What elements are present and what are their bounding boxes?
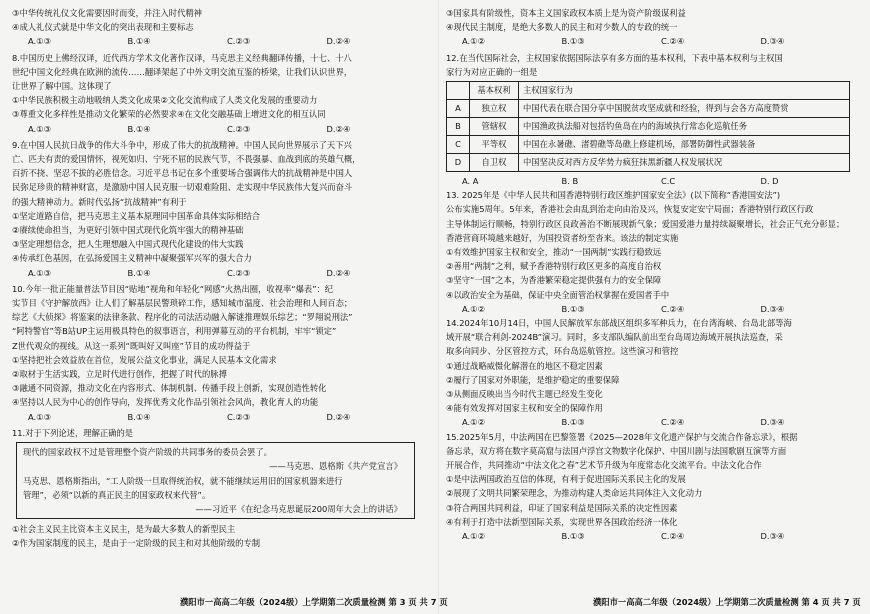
table-row xyxy=(447,100,850,118)
option: A.①③ xyxy=(28,36,52,47)
text-line: ③坚守“一国”之本，为香港繁荣稳定提供强有力的安全保障 xyxy=(446,275,662,286)
page-4-column xyxy=(446,6,860,543)
option: C.②④ xyxy=(661,303,685,314)
text-line: 12.在当代国际社会，主权国家依据国际法享有多方面的基本权利，下表中基本权利与主权国 xyxy=(446,52,783,63)
text-line: 让世界了解中国。这体现了 xyxy=(12,81,112,92)
option: A.①③ xyxy=(28,267,52,278)
option: B.①③ xyxy=(561,531,585,542)
option: C.②③ xyxy=(227,123,251,134)
table-cell: 中国在永暑礁、渚碧礁等岛礁上修建机场，部署防御性武器装备 xyxy=(519,136,850,154)
option: D.②④ xyxy=(326,267,351,278)
text-line: ①坚持把社会效益放在首位，发展公益文化事业，满足人民基本文化需求 xyxy=(12,354,277,365)
text-line: ③符合两国共同利益，印证了国家利益是国际关系的决定性因素 xyxy=(446,502,678,513)
option: A.①② xyxy=(462,417,486,428)
text-line: 亡、匹夫有责的爱国情怀，视死如归、宁死不屈的民族气节，不畏强暴、血战到底的英雄气概， xyxy=(12,154,361,165)
option: B.①③ xyxy=(561,303,585,314)
option: B. B xyxy=(561,176,579,187)
text-line: ①社会主义民主比资本主义民主，是为最大多数人的新型民主 xyxy=(12,524,236,535)
question-9 xyxy=(12,138,426,266)
text-line: 家行为对应正确的一组是 xyxy=(446,66,538,77)
option: A.①② xyxy=(462,531,486,542)
text-line: ③从侧面反映出当今时代主题已经发生变化 xyxy=(446,389,603,400)
quote-source: ——习近平《在纪念马克思诞辰200周年大会上的讲话》 xyxy=(195,503,402,514)
text-line: ①中华民族积极主动地吸纳人类文化成果②文化交流构成了人类文化发展的重要动力 xyxy=(12,95,318,106)
table-cell: 中国代表在联合国分享中国脱贫攻坚成就和经验，得到与会各方高度赞赏 xyxy=(519,100,850,118)
text-line: Z世代观众的视线。从这一系列“既叫好又叫座”节目的成功得益于 xyxy=(12,340,251,351)
option: C.②④ xyxy=(661,531,685,542)
page-footer-left: 濮阳市一高高二年级（2024级）上学期第二次质量检测 第 3 页 共 7 页 xyxy=(180,597,448,607)
option: A.①② xyxy=(462,303,486,314)
text-line: 域开展“联合利剑-2024B”演习。同时，多支部队编队前出至台岛周边海域开展执法巡查，采 xyxy=(446,332,783,343)
answer-options xyxy=(12,122,426,136)
text-line: 取多向同步、分区管控方式，环台岛巡航管控。这些演习和管控 xyxy=(446,346,679,357)
question-8 xyxy=(12,51,426,122)
quote-box xyxy=(16,442,415,519)
text-line: 11.对于下列论述，理解正确的是 xyxy=(12,427,134,438)
text-line: ①通过战略威慑化解潜在的地区不稳定因素 xyxy=(446,360,603,371)
text-line: ①有效维护国家主权和安全，推动“一国两制”实践行稳致远 xyxy=(446,247,662,258)
text-line: ③国家具有阶级性，资本主义国家政权本质上是为资产阶级谋利益 xyxy=(446,8,686,18)
option: D.③④ xyxy=(760,303,785,314)
text-line: ②展现了文明共同繁荣理念，为推动构建人类命运共同体注入文化动力 xyxy=(446,488,703,499)
text-line: 14.2024年10月14日，中国人民解放军东部战区组织多军种兵力，在台湾海峡、台岛北部等海 xyxy=(446,318,792,329)
rights-table xyxy=(446,81,850,172)
option: D. D xyxy=(760,176,779,187)
option: A.①③ xyxy=(28,411,52,422)
answer-options xyxy=(12,410,426,424)
question-13 xyxy=(446,188,860,302)
text-line: 开展合作，共同推动“中法文化之春”艺术节升级为年度常态化交流平台。中法文化合作 xyxy=(446,460,762,471)
text-line: 15.2025年5月，中法两国在巴黎签署《2025—2028年文化遗产保护与交流合作备忘录》，根据 xyxy=(446,431,798,442)
table-header-cell: 主权国家行为 xyxy=(519,82,850,100)
text-line: 8.中国历史上佛经汉译，近代西方学术文化著作汉译，马克思主义经典翻译传播，十七、十八 xyxy=(12,52,352,63)
text-line: ②取材于生活实践，立足时代进行创作，把握了时代的脉搏 xyxy=(12,369,227,380)
text-line: 综艺《大侦探》将鉴案的法律条款、程序化的司法活动融入解谜推理娱乐综艺；“罗翔说刑法” xyxy=(12,312,353,323)
table-cell: A xyxy=(447,100,470,118)
text-line: 备忘录，双方将在数字莫高窟与法国卢浮宫文物数字化保护、中国川剧与法国歌剧互演等方面 xyxy=(446,445,787,456)
table-cell: 独立权 xyxy=(470,100,519,118)
option: A.①③ xyxy=(28,123,52,134)
table-row xyxy=(447,136,850,154)
question-10 xyxy=(12,282,426,410)
text-line: ②作为国家制度的民主，是由于一定阶级的民主和对其他阶级的专制 xyxy=(12,538,261,549)
option: B.①④ xyxy=(127,267,151,278)
option: D.③④ xyxy=(760,417,785,428)
table-cell: 自卫权 xyxy=(470,154,519,172)
table-header-cell xyxy=(447,82,470,100)
option: B.①④ xyxy=(127,123,151,134)
option: D.②④ xyxy=(326,36,351,47)
table-cell: 平等权 xyxy=(470,136,519,154)
text-line: 香港营商环境越来越好，为国投资者纷至沓来。该法的制定实施 xyxy=(446,232,679,243)
answer-options xyxy=(446,34,860,48)
text-line: ①是中法两国政治互信的体现，有利于促进国际关系民主化的发展 xyxy=(446,474,686,485)
text-line: ④传承红色基因，在弘扬爱国主义精神中凝聚强军兴军的强大合力 xyxy=(12,253,252,264)
table-cell: 中国渔政执法船对包括钓鱼岛在内的海域执行常态化巡航任务 xyxy=(519,118,850,136)
option: D.②④ xyxy=(326,123,351,134)
option: D.③④ xyxy=(760,531,785,542)
option: B.①③ xyxy=(561,417,585,428)
answer-options xyxy=(446,415,860,429)
option: C.②④ xyxy=(661,36,685,47)
text-line: ④能有效发挥对国家主权和安全的保障作用 xyxy=(446,403,603,414)
text-line: 百折不挠、坚忍不拔的必胜信念。习近平总书记在多个重要场合强调伟大的抗战精神是中国人 xyxy=(12,168,353,179)
text-line: 民弥足珍贵的精神财富，是激励中国人民克服一切艰难险阻、走实现中华民族伟大复兴而奋斗 xyxy=(12,182,353,193)
question-12 xyxy=(446,51,860,172)
text-line: 公布实施5周年。5年来，香港社会由乱到治走向由治及兴，恢复安定安宁局面；香港特别行政区行政 xyxy=(446,204,814,215)
prev-question-lines xyxy=(12,6,426,34)
text-line: ③坚定理想信念，把人生理想融入中国式现代化建设的伟大实践 xyxy=(12,239,244,250)
quote-source: ——马克思、恩格斯《共产党宣言》 xyxy=(269,461,402,472)
text-line: 主导体制运行顺畅，特别行政区良政善治不断展现新气象；爱国爱港力量持续凝聚增长，社会正气充分彰显； xyxy=(446,218,845,229)
table-header-cell: 基本权利 xyxy=(470,82,519,100)
option: B.①③ xyxy=(561,36,585,47)
text-line: 实节目《守护解放西》让人们了解基层民警琐碎工作，感知城市温度、社会治理和人间百态； xyxy=(12,298,353,309)
option: C.②③ xyxy=(227,411,251,422)
table-row xyxy=(447,118,850,136)
page-3-column xyxy=(12,6,426,551)
text-line: 10.今年一批正能量普法节目因“贴地”视角和年轻化“网感”火热出圈，收视率“爆表”：纪 xyxy=(12,283,334,294)
text-line: ④以政治安全为基础，保证中央全面管治权掌握在爱国者手中 xyxy=(446,289,670,300)
option: C.②③ xyxy=(227,267,251,278)
question-11-continued xyxy=(446,6,860,34)
quote-line: 现代的国家政权不过是管理整个资产阶级的共同事务的委员会罢了。 xyxy=(23,447,272,458)
text-line: ③尊重文化多样性是推动文化繁荣的必然要求④在文化交融基础上增进文化的相互认同 xyxy=(12,109,326,120)
table-row xyxy=(447,154,850,172)
text-line: ③融通不同资源，推动文化在内容形式、体制机制、传播手段上创新，实现创造性转化 xyxy=(12,383,327,394)
answer-options xyxy=(446,174,860,188)
table-cell: 管辖权 xyxy=(470,118,519,136)
option: A. A xyxy=(462,176,479,187)
option: C.②④ xyxy=(661,417,685,428)
option: B.①④ xyxy=(127,36,151,47)
text-line: ②履行了国家对外职能，是维护稳定的重要保障 xyxy=(446,374,620,385)
question-14 xyxy=(446,316,860,415)
text-line: ④现代民主制度，是绝大多数人的民主和对少数人的专政的统一 xyxy=(446,22,678,33)
option: C.C xyxy=(661,176,676,187)
text-line: 世纪中国文化经典在欧洲的流传……翻译架起了中外文明交流互鉴的桥梁，让我们认识世界， xyxy=(12,66,353,77)
text-line: “阿特警官”等B站UP主运用极具特色的叙事语言，利用弹幕互动的平台机制，牢牢“锁定” xyxy=(12,326,337,337)
answer-options xyxy=(446,302,860,316)
quote-line: 管理”，必须“以新的真正民主的国家政权来代替”。 xyxy=(23,489,211,500)
text-line: ②赓续使命担当，为更好引领中国式现代化筑牢强大的精神基础 xyxy=(12,225,244,236)
text-line: ④有利于打造中法新型国际关系，实现世界各国政治经济一体化 xyxy=(446,516,678,527)
text-line: ③中华传统礼仪文化需要因时而变，并注入时代精神 xyxy=(12,8,202,18)
option: B.①④ xyxy=(127,411,151,422)
text-line: ②善用“两制”之利，赋予香港特别行政区更多的高度自治权 xyxy=(446,261,662,272)
text-line: ④坚持以人民为中心的创作导向，发挥优秀文化作品引领社会风尚，教化育人的功能 xyxy=(12,397,319,408)
answer-options xyxy=(12,34,426,48)
page-divider xyxy=(438,0,439,614)
text-line: 的强大精神动力。新时代弘扬“抗战精神”有利于 xyxy=(12,196,187,207)
quote-line: 马克思、恩格斯指出，“工人阶级一旦取得统治权，就不能继续运用旧的国家机器来进行 xyxy=(23,475,343,486)
answer-options xyxy=(446,529,860,543)
option: D.②④ xyxy=(326,411,351,422)
table-cell: D xyxy=(447,154,470,172)
table-cell: B xyxy=(447,118,470,136)
option: D.③④ xyxy=(760,36,785,47)
table-cell: 中国坚决反对西方反华势力疯狂抹黑新疆人权发展状况 xyxy=(519,154,850,172)
text-line: ①坚定道路自信，把马克思主义基本原理同中国革命具体实际相结合 xyxy=(12,210,261,221)
text-line: ④成人礼仪式就是中华文化的突出表现和主要标志 xyxy=(12,22,194,33)
question-15 xyxy=(446,430,860,529)
text-line: 9.在中国人民抗日战争的伟大斗争中，形成了伟大的抗战精神。中国人民向世界展示了天下兴 xyxy=(12,139,352,150)
answer-options xyxy=(12,266,426,280)
text-line: 13. 2025年是《中华人民共和国香港特别行政区维护国家安全法》(以下简称“香港国安法”) xyxy=(446,190,781,201)
table-cell: C xyxy=(447,136,470,154)
page-footer-right: 濮阳市一高高二年级（2024级）上学期第二次质量检测 第 4 页 共 7 页 xyxy=(593,597,861,607)
option: C.②③ xyxy=(227,36,251,47)
table-header-row xyxy=(447,82,850,100)
question-11 xyxy=(12,426,426,551)
option: A.①② xyxy=(462,36,486,47)
